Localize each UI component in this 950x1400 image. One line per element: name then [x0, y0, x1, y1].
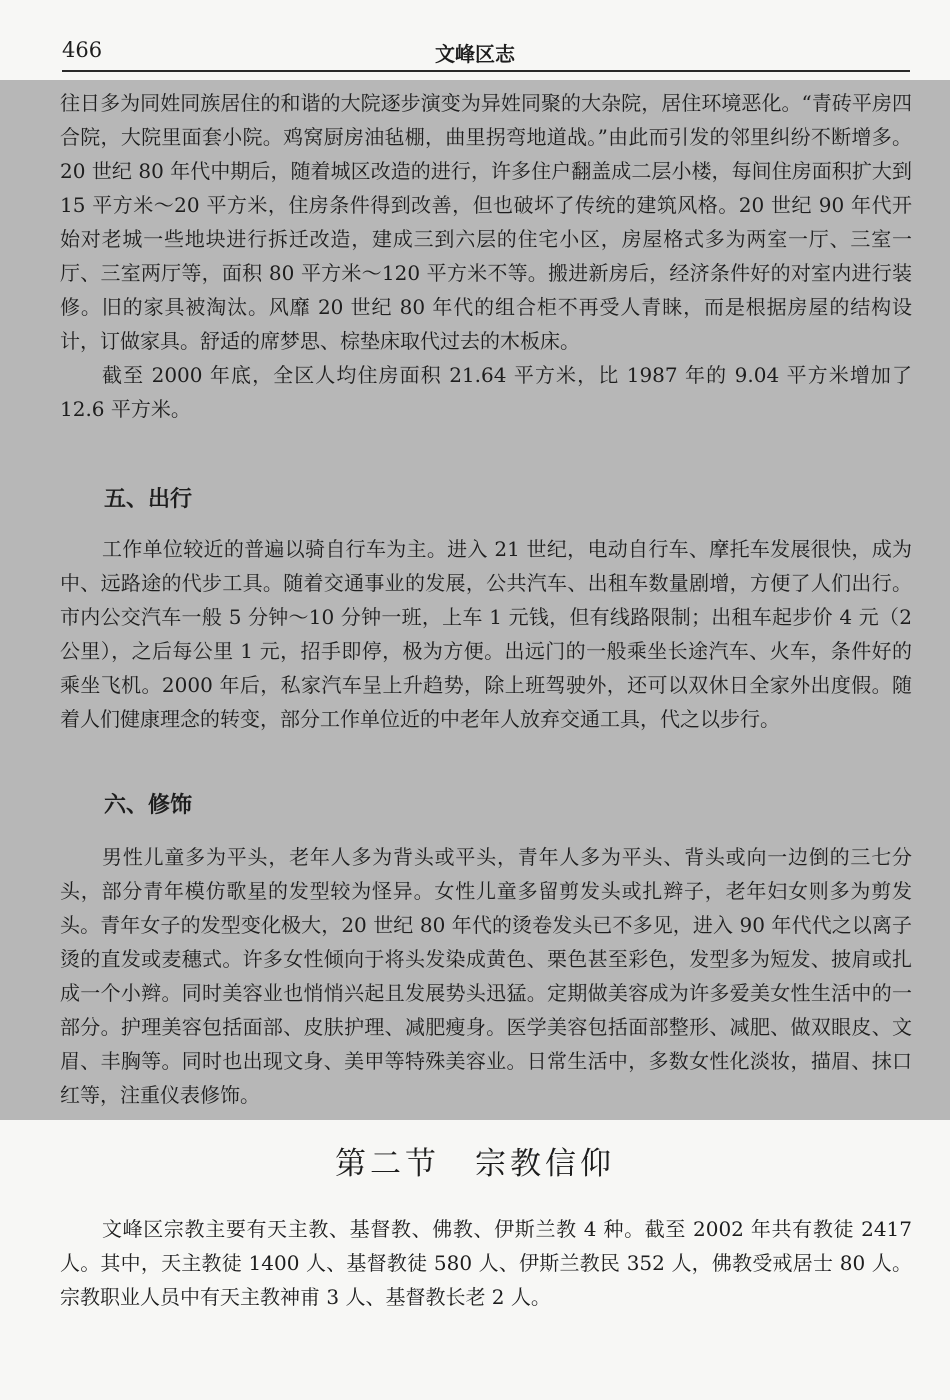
- page-number: 466: [62, 38, 103, 62]
- travel-paragraph: 工作单位较近的普遍以骑自行车为主。进入 21 世纪，电动自行车、摩托车发展很快，成为中、远路途的代步工具。随着交通事业的发展，公共汽车、出租车数量剧增，方便了人们出行。市内公交汽车一般 5 分钟～10 分钟一班，上车 1 元钱，但有线路限制；出租车起步价 4 元（2 公里），之后每公里 1 元，招手即停，极为方便。出远门的一般乘坐长途汽车、火车，条件好的乘坐飞机。2000 年后，私家汽车呈上升趋势，除上班驾驶外，还可以双休日全家外出度假。随着人们健康理念的转变，部分工作单位近的中老年人放弃交通工具，代之以步行。: [60, 537, 912, 731]
- header-rule: [62, 70, 910, 72]
- travel-paragraph-block: [60, 532, 912, 736]
- grooming-paragraph-block: [60, 840, 912, 1112]
- religion-paragraph-block: [60, 1212, 912, 1314]
- housing-area-paragraph: 截至 2000 年底，全区人均住房面积 21.64 平方米，比 1987 年的 9.04 平方米增加了 12.6 平方米。: [60, 363, 912, 421]
- section-heading-travel: 五、出行: [104, 487, 193, 512]
- housing-paragraph-block: [60, 86, 912, 426]
- grooming-paragraph: 男性儿童多为平头，老年人多为背头或平头，青年人多为平头、背头或向一边倒的三七分头，部分青年模仿歌星的发型较为怪异。女性儿童多留剪发头或扎辫子，老年妇女则多为剪发头。青年女子的发型变化极大，20 世纪 80 年代的烫卷发头已不多见，进入 90 年代代之以离子烫的直发或麦穗式。许多女性倾向于将头发染成黄色、栗色甚至彩色，发型多为短发、披肩或扎成一个小辫。同时美容业也悄悄兴起且发展势头迅猛。定期做美容成为许多爱美女性生活中的一部分。护理美容包括面部、皮肤护理、减肥瘦身。医学美容包括面部整形、减肥、做双眼皮、文眉、丰胸等。同时也出现文身、美甲等特殊美容业。日常生活中，多数女性化淡妆，描眉、抹口红等，注重仪表修饰。: [60, 845, 912, 1107]
- page-header: [0, 0, 950, 80]
- section-heading-grooming: 六、修饰: [104, 793, 193, 818]
- running-title: 文峰区志: [435, 42, 515, 66]
- section-title-religion: 第二节 宗教信仰: [335, 1146, 615, 1182]
- religion-paragraph: 文峰区宗教主要有天主教、基督教、佛教、伊斯兰教 4 种。截至 2002 年共有教徒 2417 人。其中，天主教徒 1400 人、基督教徒 580 人、伊斯兰教民 352 人，佛教受戒居士 80 人。宗教职业人员中有天主教神甫 3 人、基督教长老 2 人。: [60, 1217, 912, 1309]
- housing-paragraph: 往日多为同姓同族居住的和谐的大院逐步演变为异姓同聚的大杂院，居住环境恶化。“青砖平房四合院，大院里面套小院。鸡窝厨房油毡棚，曲里拐弯地道战。”由此而引发的邻里纠纷不断增多。20 世纪 80 年代中期后，随着城区改造的进行，许多住户翻盖成二层小楼，每间住房面积扩大到 15 平方米～20 平方米，住房条件得到改善，但也破坏了传统的建筑风格。20 世纪 90 年代开始对老城一些地块进行拆迁改造，建成三到六层的住宅小区，房屋格式多为两室一厅、三室一厅、三室两厅等，面积 80 平方米～120 平方米不等。搬进新房后，经济条件好的对室内进行装修。旧的家具被淘汰。风靡 20 世纪 80 年代的组合柜不再受人青睐，而是根据房屋的结构设计，订做家具。舒适的席梦思、棕垫床取代过去的木板床。: [60, 91, 912, 353]
